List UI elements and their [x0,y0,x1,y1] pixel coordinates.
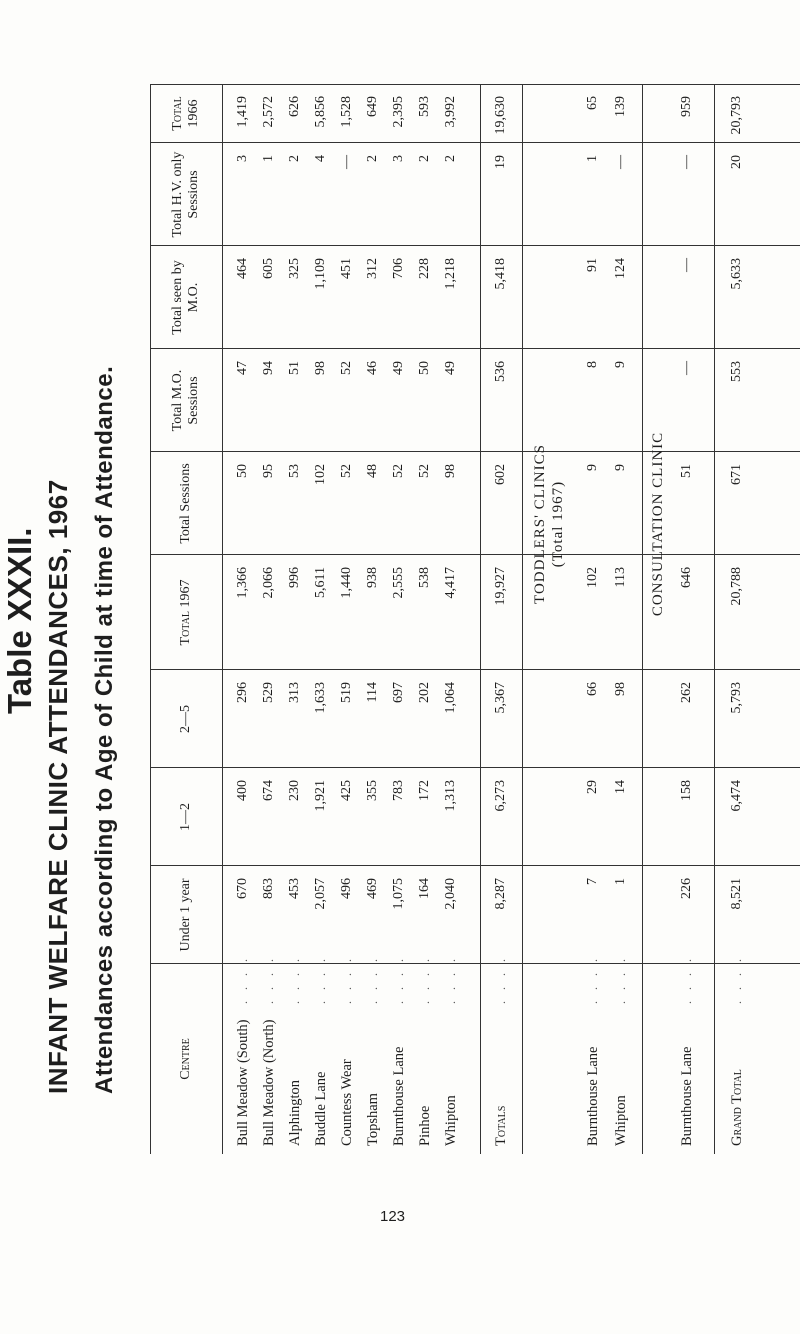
table-row-value: 98 [443,464,458,478]
toddlers-row-value: 8 [585,361,600,368]
toddlers-row-value: — [613,155,628,169]
table-row-value: 47 [235,361,250,375]
toddlers-row-value: 9 [585,464,600,471]
table-row-value: 400 [235,780,250,801]
table-row-value: 2 [365,155,380,162]
table-row-value: 1,633 [313,682,328,714]
section-rule [714,84,715,1154]
table-row-label: Burnthouse Lane [391,1046,407,1146]
table-row-value: 52 [339,361,354,375]
attendance-table [150,84,800,1154]
table-row-value: 1,419 [235,96,250,128]
table-row-value: 94 [261,361,276,375]
leader-dots: . . . . [444,955,458,1004]
table-row-value: 1,109 [313,258,328,290]
toddlers-row-value: 91 [585,258,600,272]
table-row-value: 3 [391,155,406,162]
page-title: INFANT WELFARE CLINIC ATTENDANCES, 1967 [43,479,73,1094]
toddlers-row-value: 1 [585,155,600,162]
table-row-value: 529 [261,682,276,703]
leader-dots: . . . . [288,955,302,1004]
table-row-value: 50 [417,361,432,375]
leader-dots: . . . . [340,955,354,1004]
table-row-value: 3,992 [443,96,458,128]
table-row-value: 697 [391,682,406,703]
table-row-value: 2,395 [391,96,406,128]
grand-total-row-value: 5,633 [729,258,744,290]
table-row-value: 649 [365,96,380,117]
totals-row-value: 19 [493,155,508,169]
grand-total-row-value: 20 [729,155,744,169]
page-number: 123 [380,1208,406,1225]
column-header: Total Sessions [178,463,193,544]
totals-row-value: 6,273 [493,780,508,812]
table-row-label: Whipton [443,1095,459,1146]
table-row-value: 202 [417,682,432,703]
table-row-value: 5,856 [313,96,328,128]
table-row-value: 2 [417,155,432,162]
column-header: 1—2 [178,803,193,831]
table-row-value: 4,417 [443,567,458,599]
consultation-row-value: 226 [679,878,694,899]
leader-dots: . . . . [392,955,406,1004]
table-label: Table XXXII. [1,527,38,714]
toddlers-row-value: 98 [613,682,628,696]
table-row-value: 52 [339,464,354,478]
table-row-value: 2 [443,155,458,162]
table-row-value: 670 [235,878,250,899]
table-row-value: 1,064 [443,682,458,714]
consultation-row-value: 158 [679,780,694,801]
table-row-value: 593 [417,96,432,117]
table-row-label: Bull Meadow (North) [261,1019,277,1146]
table-row-value: 5,611 [313,567,328,598]
leader-dots: . . . . [614,955,628,1004]
table-row-value: 706 [391,258,406,279]
leader-dots: . . . . [366,955,380,1004]
column-header: Total seen by M.O. [170,260,201,335]
table-row-label: Bull Meadow (South) [235,1019,251,1146]
toddlers-banner-sub: (Total 1967) [550,480,566,568]
table-row-value: 2,040 [443,878,458,910]
table-row-value: 1,528 [339,96,354,128]
table-row-value: 3 [235,155,250,162]
table-row-value: 2,057 [313,878,328,910]
grand-total-row-value: 553 [729,361,744,382]
consultation-row-value: 51 [679,464,694,478]
leader-dots: . . . . [418,955,432,1004]
toddlers-row-label: Burnthouse Lane [585,1046,601,1146]
table-row-value: 102 [313,464,328,485]
table-row-value: 496 [339,878,354,899]
table-row-value: 46 [365,361,380,375]
toddlers-row-value: 29 [585,780,600,794]
table-row-value: 51 [287,361,302,375]
leader-dots: . . . . [730,955,744,1004]
table-row-value: 172 [417,780,432,801]
table-row-value: 1,313 [443,780,458,812]
toddlers-banner: TODDLERS' CLINICS [532,444,548,604]
table-row-value: 1 [261,155,276,162]
table-row-value: 296 [235,682,250,703]
grand-total-row-value: 6,474 [729,780,744,812]
column-header: 2—5 [178,705,193,733]
table-row-value: 425 [339,780,354,801]
column-header: Total M.O. Sessions [170,369,201,432]
table-row-value: 164 [417,878,432,899]
grand-total-row-value: 20,788 [729,567,744,606]
totals-row-value: 19,927 [493,567,508,606]
table-row-value: 538 [417,567,432,588]
table-row-value: 1,440 [339,567,354,599]
table-row-value: 605 [261,258,276,279]
grand-total-row-value: 5,793 [729,682,744,714]
grand-total-row-value: 8,521 [729,878,744,910]
table-row-value: 52 [417,464,432,478]
consultation-banner: CONSULTATION CLINIC [650,431,666,617]
totals-row-value: 19,630 [493,96,508,135]
table-right-rule [150,84,800,85]
toddlers-row-value: 102 [585,567,600,588]
consultation-row-value: 959 [679,96,694,117]
table-row-label: Buddle Lane [313,1071,329,1146]
consultation-row-value: — [679,155,694,169]
page-subtitle: Attendances according to Age of Child at time of Attendance. [91,365,118,1094]
table-row-value: 53 [287,464,302,478]
toddlers-row-value: 14 [613,780,628,794]
table-row-value: 313 [287,682,302,703]
consultation-row-value: 262 [679,682,694,703]
table-row-value: 1,366 [235,567,250,599]
table-row-value: 230 [287,780,302,801]
table-row-value: 1,921 [313,780,328,812]
table-row-value: 996 [287,567,302,588]
table-row-value: 1,075 [391,878,406,910]
table-row-value: 312 [365,258,380,279]
table-row-value: 674 [261,780,276,801]
table-row-value: 464 [235,258,250,279]
leader-dots: . . . . [494,955,508,1004]
table-row-value: 469 [365,878,380,899]
table-row-value: 2 [287,155,302,162]
section-rule [642,84,643,1154]
grand-total-row-value: 20,793 [729,96,744,135]
table-row-value: 2,555 [391,567,406,599]
table-row-value: 783 [391,780,406,801]
table-row-value: 49 [391,361,406,375]
table-row-value: 49 [443,361,458,375]
toddlers-row-value: 124 [613,258,628,279]
toddlers-row-value: 66 [585,682,600,696]
consultation-row-value: — [679,361,694,375]
grand-total-row-label: Grand Total [729,1069,745,1146]
leader-dots: . . . . [586,955,600,1004]
toddlers-row-value: 113 [613,567,628,588]
leader-dots: . . . . [262,955,276,1004]
table-row-value: 453 [287,878,302,899]
table-row-value: 938 [365,567,380,588]
table-row-value: 863 [261,878,276,899]
grand-total-row-value: 671 [729,464,744,485]
table-row-value: 2,066 [261,567,276,599]
column-header: Total 1967 [178,579,193,646]
consultation-row-value: 646 [679,567,694,588]
table-row-value: 114 [365,682,380,703]
table-row-value: 228 [417,258,432,279]
toddlers-row-label: Whipton [613,1095,629,1146]
table-row-value: 626 [287,96,302,117]
table-row-label: Countess Wear [339,1059,355,1146]
section-rule [480,84,481,1154]
totals-row-value: 5,418 [493,258,508,290]
leader-dots: . . . . [680,955,694,1004]
section-rule [522,84,523,1154]
consultation-row-label: Burnthouse Lane [679,1046,695,1146]
table-row-label: Pinhoe [417,1105,433,1146]
table-row-value: 519 [339,682,354,703]
table-row-value: 48 [365,464,380,478]
column-header: Centre [178,1038,193,1080]
column-header: Total H.V. only Sessions [170,151,201,238]
table-row-value: 2,572 [261,96,276,128]
table-row-value: — [339,155,354,169]
table-row-value: 98 [313,361,328,375]
table-row-value: 325 [287,258,302,279]
toddlers-row-value: 65 [585,96,600,110]
table-row-value: 4 [313,155,328,162]
totals-row-value: 8,287 [493,878,508,910]
column-header: Total 1966 [170,96,201,131]
totals-row-label: Totals [493,1105,509,1146]
table-row-label: Alphington [287,1079,303,1146]
table-row-value: 95 [261,464,276,478]
column-header: Under 1 year [178,878,193,952]
toddlers-row-value: 9 [613,464,628,471]
totals-row-value: 602 [493,464,508,485]
leader-dots: . . . . [236,955,250,1004]
toddlers-row-value: 139 [613,96,628,117]
toddlers-row-value: 1 [613,878,628,885]
table-row-value: 355 [365,780,380,801]
table-row-value: 52 [391,464,406,478]
table-row-value: 50 [235,464,250,478]
consultation-row-value: — [679,258,694,272]
toddlers-row-value: 7 [585,878,600,885]
totals-row-value: 5,367 [493,682,508,714]
toddlers-row-value: 9 [613,361,628,368]
leader-dots: . . . . [314,955,328,1004]
table-row-value: 1,218 [443,258,458,290]
table-row-value: 451 [339,258,354,279]
table-row-label: Topsham [365,1093,381,1146]
totals-row-value: 536 [493,361,508,382]
